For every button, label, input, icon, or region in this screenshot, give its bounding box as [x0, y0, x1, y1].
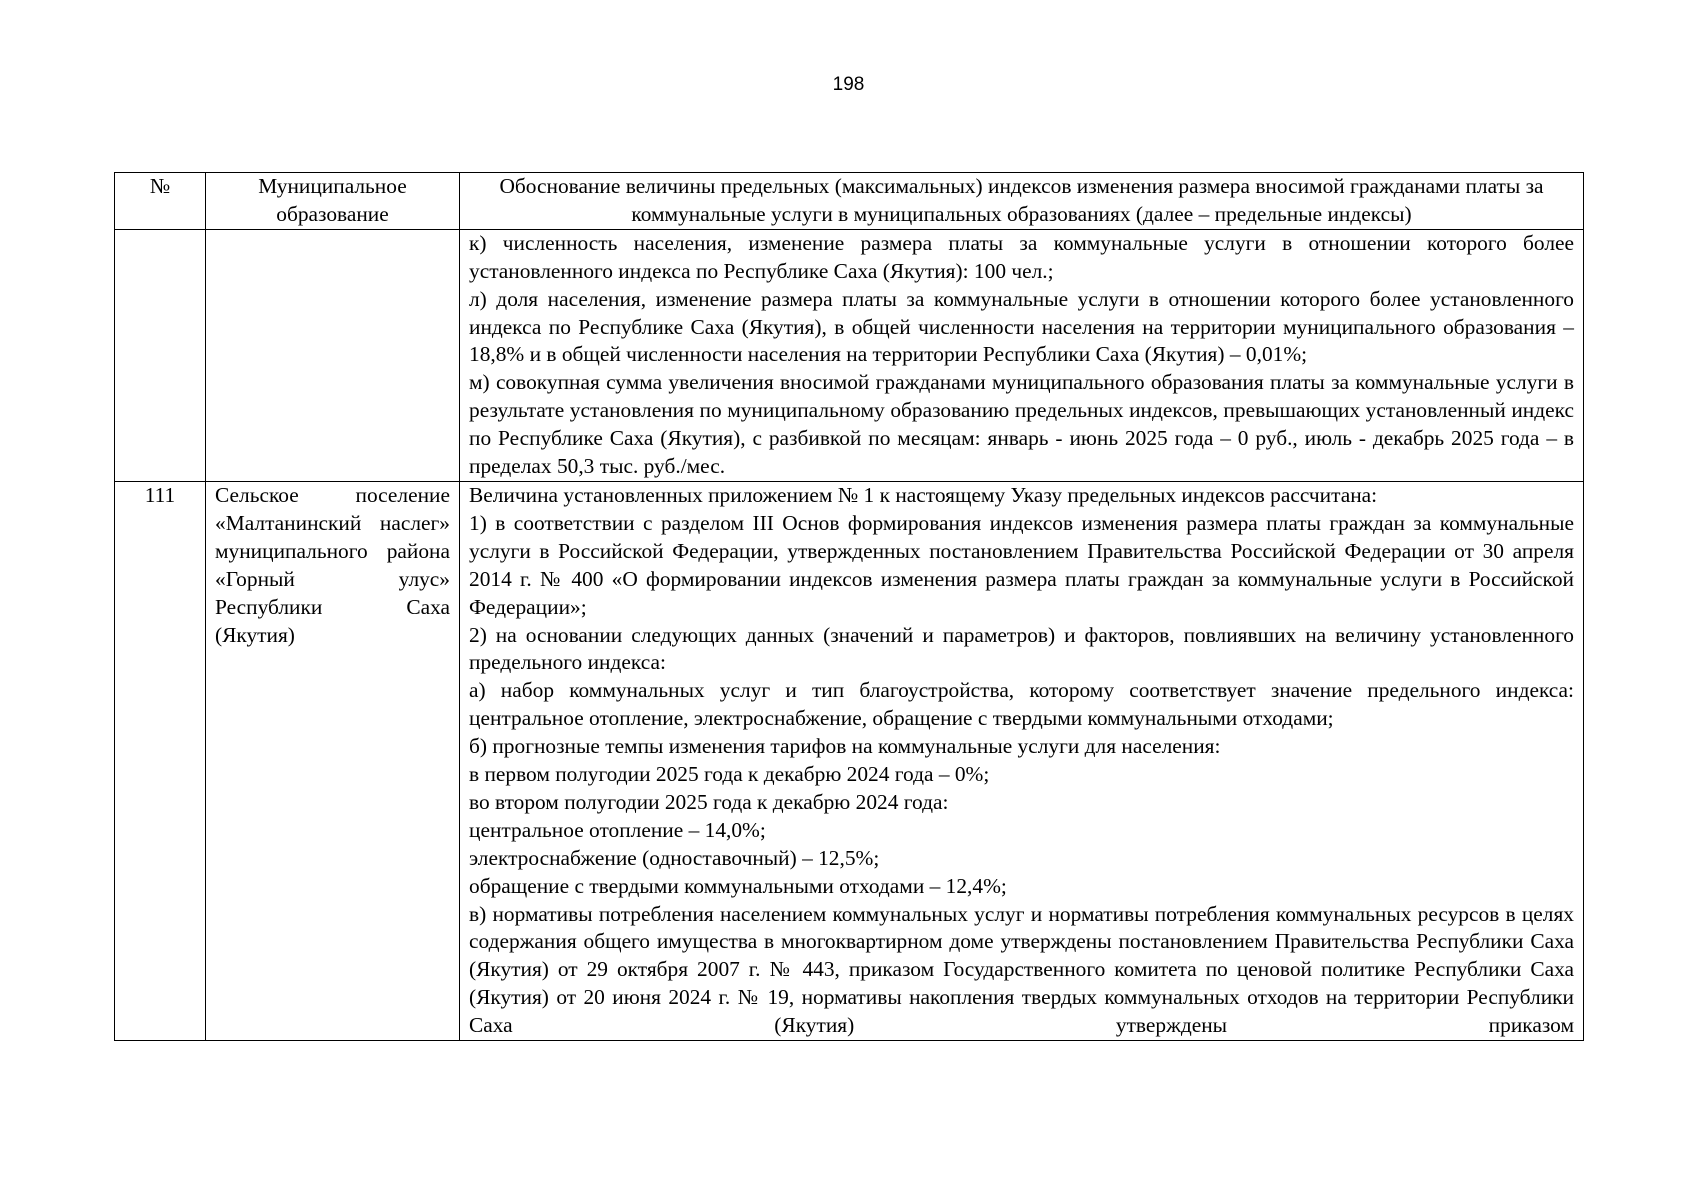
table-row [115, 481, 1584, 1040]
row-municipality: Сельское поселение «Малтанинский наслег» муниципального района «Горный улус» Республики Саха (Якутия) [206, 481, 460, 1040]
row-municipality [206, 229, 460, 481]
paragraph-m: м) совокупная сумма увеличения вносимой гражданами муниципального образования платы за коммунальные услуги в результате установления по муниципальному образованию предельных индексов, превышающих установленный индекс по Республике Саха (Якутия), с разбивкой по месяцам: январь - июнь 2025 года – 0 руб., июль - декабрь 2025 года – в пределах 50,3 тыс. руб./мес. [469, 370, 1574, 479]
row-number: 111 [115, 481, 206, 1040]
header-municipality: Муниципальное образование [206, 173, 460, 230]
paragraph-intro: Величина установленных приложением № 1 к настоящему Указу предельных индексов рассчитана: [469, 482, 1378, 507]
header-number: № [115, 173, 206, 230]
paragraph-a: а) набор коммунальных услуг и тип благоустройства, которому соответствует значение предельного индекса: центральное отопление, электроснабжение, обращение с твердыми коммунальными отходами; [469, 678, 1574, 731]
paragraph-electricity: электроснабжение (одноставочный) – 12,5%; [469, 845, 880, 870]
table-row [115, 229, 1584, 481]
paragraph-k: к) численность населения, изменение размера платы за коммунальные услуги в отношении которого более установленного индекса по Республике Саха (Якутия): 100 чел.; [469, 230, 1574, 283]
paragraph-second-half: во втором полугодии 2025 года к декабрю 2024 года: [469, 789, 949, 814]
paragraph-b: б) прогнозные темпы изменения тарифов на коммунальные услуги для населения: [469, 734, 1221, 759]
row-number [115, 229, 206, 481]
paragraph-heating: центральное отопление – 14,0%; [469, 817, 766, 842]
paragraph-waste: обращение с твердыми коммунальными отходами – 12,4%; [469, 873, 1007, 898]
table-header-row [115, 173, 1584, 230]
paragraph-2: 2) на основании следующих данных (значений и параметров) и факторов, повлиявших на величину установленного предельного индекса: [469, 622, 1574, 675]
row-justification [460, 229, 1584, 481]
paragraph-1: 1) в соответствии с разделом III Основ формирования индексов изменения размера платы граждан за коммунальные услуги в Российской Федерации, утвержденных постановлением Правительства Российской Федерации от 30 апреля 2014 г. № 400 «О формировании индексов изменения размера платы граждан за коммунальные услуги в Российской Федерации»; [469, 510, 1574, 619]
row-justification [460, 481, 1584, 1040]
header-justification: Обоснование величины предельных (максимальных) индексов изменения размера вносимой гражданами платы за коммунальные услуги в муниципальных образованиях (далее – предельные индексы) [460, 173, 1584, 230]
paragraph-first-half: в первом полугодии 2025 года к декабрю 2024 года – 0%; [469, 762, 990, 787]
paragraph-v: в) нормативы потребления населением коммунальных услуг и нормативы потребления коммунальных ресурсов в целях содержания общего имущества в многоквартирном доме утверждены постановлением Правительства Республики Саха (Якутия) от 29 октября 2007 г. № 443, приказом Государственного комитета по ценовой политике Республики Саха (Якутия) от 20 июня 2024 г. № 19, нормативы накопления твердых коммунальных отходов на территории Республики Саха (Якутия) утверждены приказом [469, 901, 1574, 1038]
page-number: 198 [832, 74, 865, 95]
paragraph-l: л) доля населения, изменение размера платы за коммунальные услуги в отношении которого более установленного индекса по Республике Саха (Якутия), в общей численности населения на территории муниципального образования – 18,8% и в общей численности населения на территории Республики Саха (Якутия) – 0,01%; [469, 286, 1574, 367]
justification-table [114, 172, 1584, 1041]
